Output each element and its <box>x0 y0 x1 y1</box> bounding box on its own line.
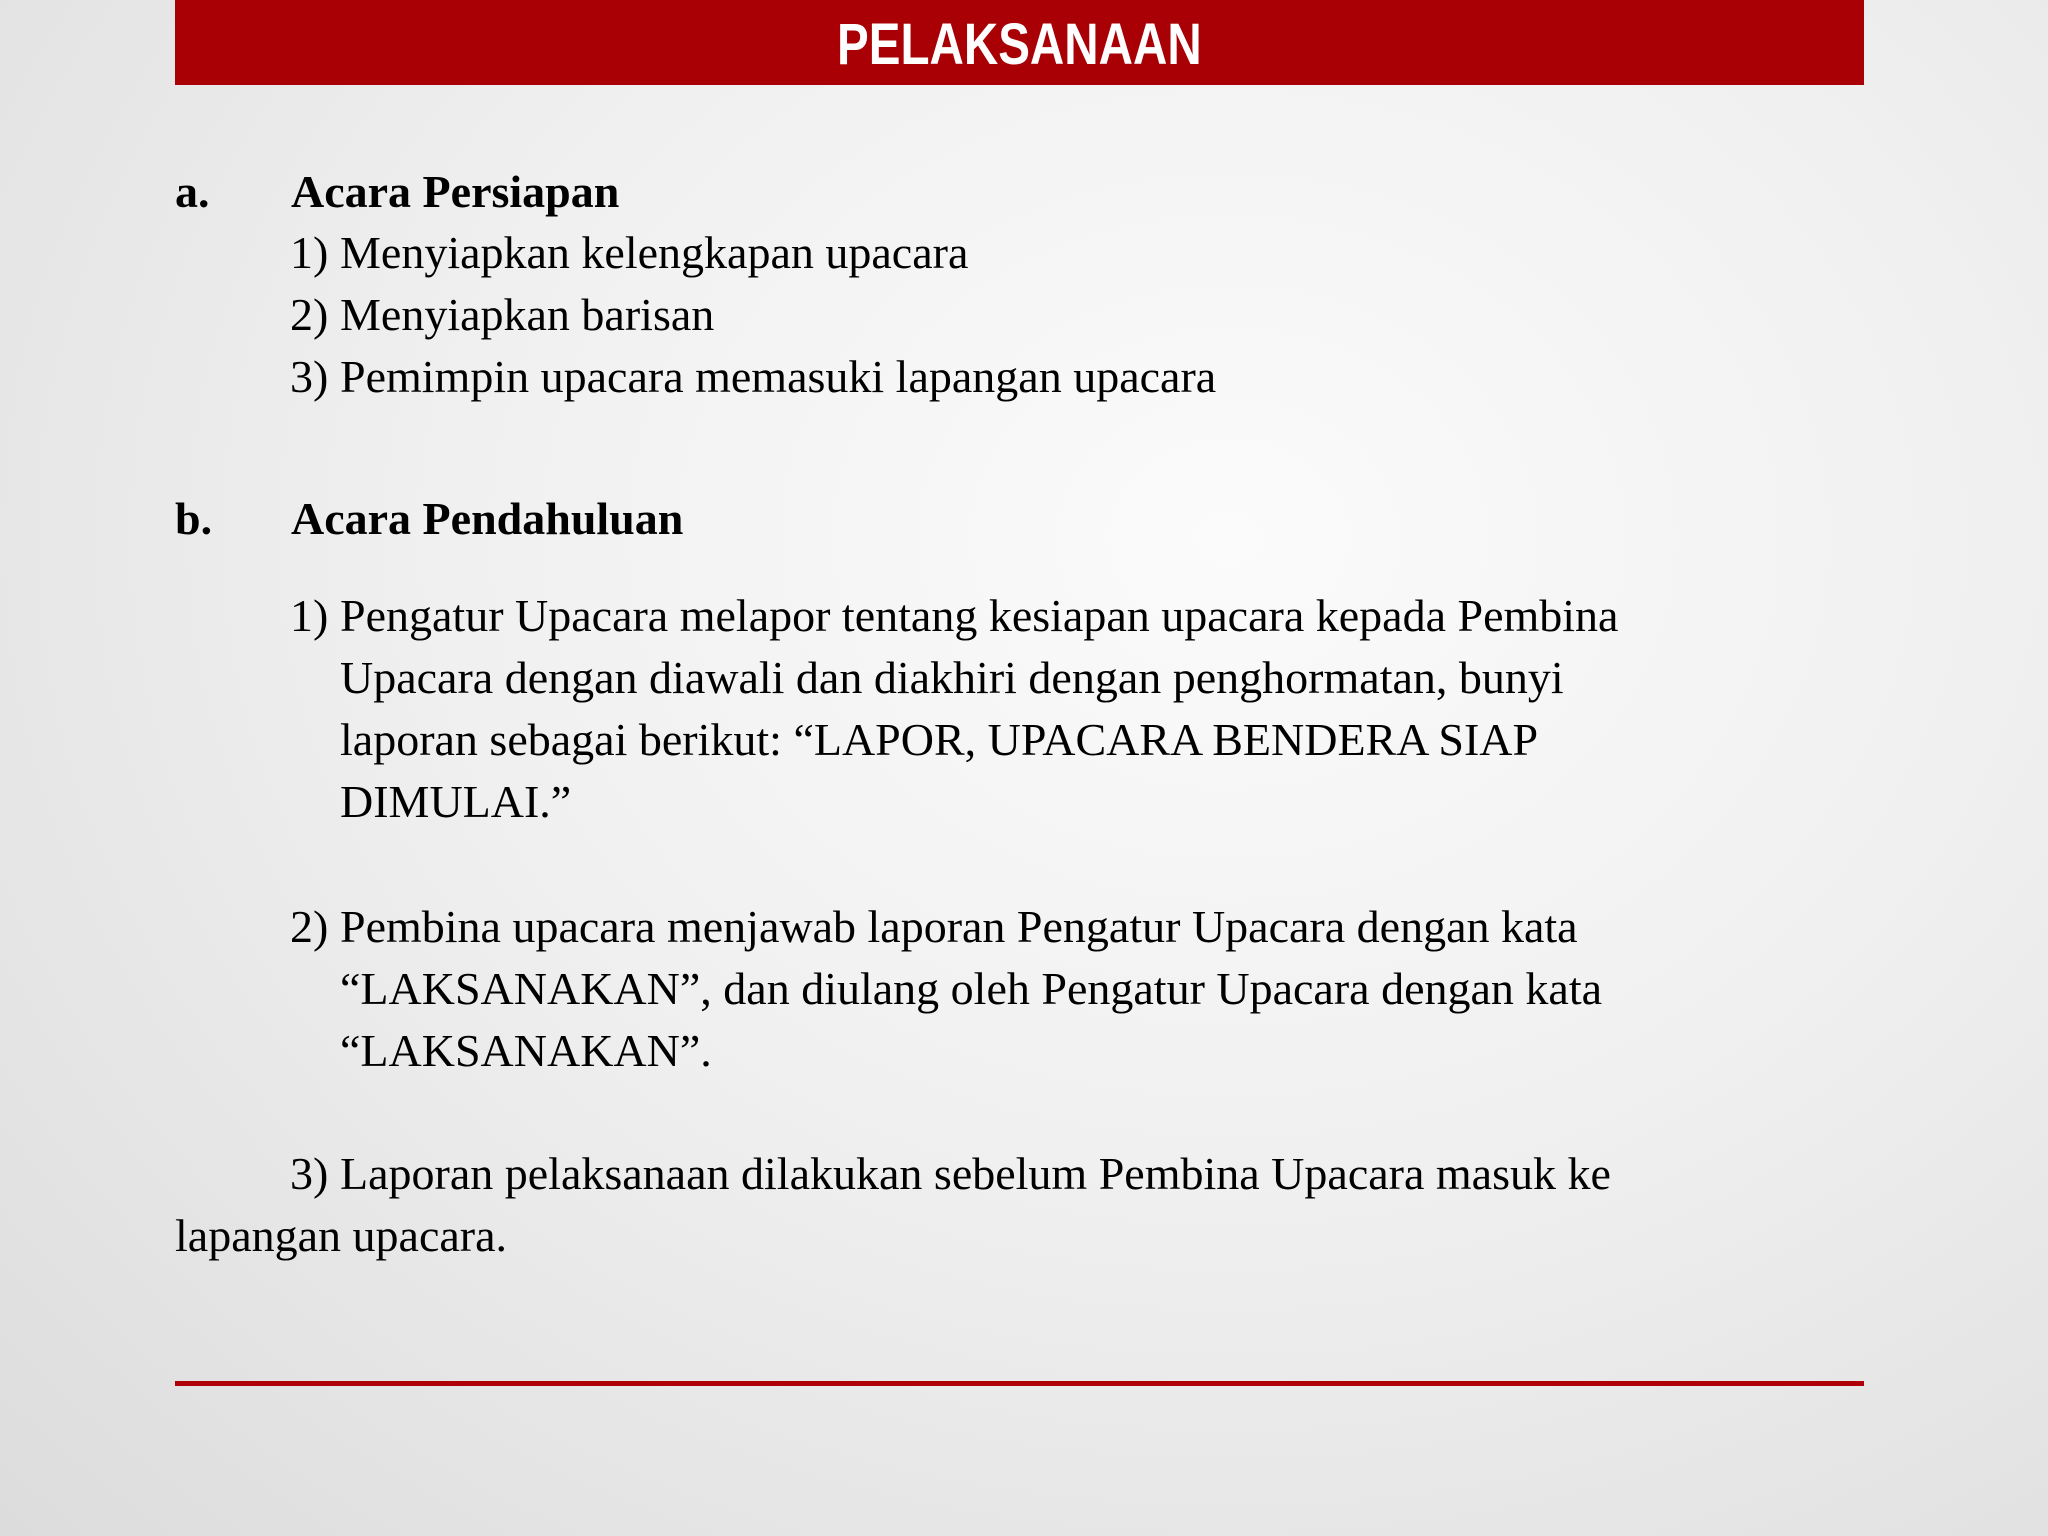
item-number: 2) <box>290 901 329 952</box>
item-text: Pembina upacara menjawab laporan Pengatur Upacara dengan kata <box>340 901 1578 952</box>
section-title: Acara Pendahuluan <box>291 493 684 544</box>
item-text: laporan sebagai berikut: “LAPOR, UPACARA BENDERA SIAP <box>340 714 1539 765</box>
item-text: Pemimpin upacara memasuki lapangan upacara <box>340 351 1217 402</box>
item-number: 3) <box>290 1148 329 1199</box>
item-text: “LAKSANAKAN”, dan diulang oleh Pengatur Upacara dengan kata <box>340 963 1603 1014</box>
section-letter: a. <box>175 166 210 217</box>
item-number: 3) <box>290 351 329 402</box>
item-number: 2) <box>290 289 329 340</box>
item-text: Pengatur Upacara melapor tentang kesiapan upacara kepada Pembina <box>340 590 1619 641</box>
list-item-continuation <box>175 1205 507 1267</box>
title-bar <box>175 0 1864 85</box>
item-text: “LAKSANAKAN”. <box>340 1025 712 1076</box>
item-text: Laporan pelaksanaan dilakukan sebelum Pembina Upacara masuk ke <box>340 1148 1611 1199</box>
item-text: Upacara dengan diawali dan diakhiri dengan penghormatan, bunyi <box>340 652 1564 703</box>
item-number: 1) <box>290 227 329 278</box>
item-text: Menyiapkan barisan <box>340 289 715 340</box>
section-letter: b. <box>175 493 213 544</box>
section-title: Acara Persiapan <box>291 166 620 217</box>
item-text: DIMULAI.” <box>340 776 572 827</box>
item-text: Menyiapkan kelengkapan upacara <box>340 227 969 278</box>
page-title: PELAKSANAAN <box>837 12 1202 77</box>
bottom-divider <box>175 1381 1864 1386</box>
item-text: lapangan upacara. <box>175 1210 508 1261</box>
item-number: 1) <box>290 590 329 641</box>
